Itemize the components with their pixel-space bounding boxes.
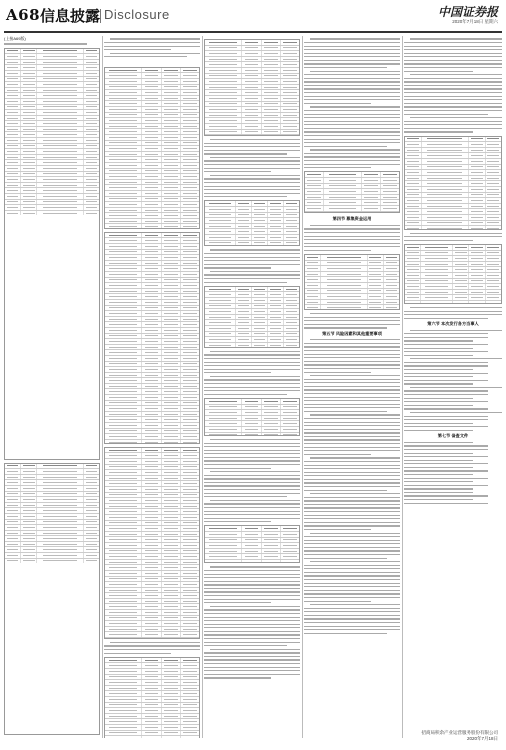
text-paragraph bbox=[404, 442, 502, 504]
text-paragraph bbox=[304, 225, 400, 251]
header-rule bbox=[4, 31, 502, 33]
text-paragraph bbox=[204, 351, 300, 395]
text-paragraph bbox=[304, 313, 400, 329]
table-balance-sheet bbox=[104, 67, 200, 229]
text-paragraph bbox=[404, 330, 502, 431]
text-paragraph bbox=[404, 307, 502, 319]
table-cash-summary bbox=[204, 525, 300, 563]
column-2 bbox=[104, 36, 200, 738]
text-paragraph bbox=[104, 38, 200, 57]
dateline: 2020年7月18日 星期六 bbox=[452, 19, 498, 24]
column-divider bbox=[202, 36, 203, 738]
table-equity-structure bbox=[4, 48, 100, 460]
company-name: 招商局积余产业运营服务股份有限公司 bbox=[421, 730, 498, 735]
section-heading-fund-use: 第四节 募集资金运用 bbox=[332, 216, 372, 222]
text-paragraph bbox=[304, 339, 400, 634]
section-heading-parties: 第六节 本次发行各方当事人 bbox=[427, 321, 479, 327]
section-heading-documents: 第七节 备查文件 bbox=[437, 433, 469, 439]
table-segment-revenue bbox=[204, 200, 300, 246]
table-continued bbox=[4, 463, 100, 735]
column-5 bbox=[404, 36, 502, 738]
text-paragraph bbox=[204, 566, 300, 678]
section-title-cn: 信息披露 bbox=[40, 7, 101, 25]
text-paragraph bbox=[204, 249, 300, 282]
text-paragraph bbox=[304, 38, 400, 168]
table-guarantee bbox=[404, 244, 502, 304]
table-cash-flow bbox=[104, 447, 200, 639]
text-paragraph bbox=[104, 642, 200, 654]
header-divider bbox=[100, 9, 101, 23]
continued-label: (上接A69版) bbox=[4, 36, 26, 41]
table-expenses bbox=[204, 398, 300, 436]
table-gross-margin bbox=[204, 286, 300, 348]
text-paragraph bbox=[404, 38, 502, 132]
column-1 bbox=[4, 36, 100, 738]
table-related-party bbox=[304, 171, 400, 213]
signature-date: 2020年7月18日 bbox=[466, 736, 498, 741]
page-header bbox=[0, 0, 506, 30]
column-divider bbox=[102, 36, 103, 738]
text-paragraph bbox=[204, 439, 300, 522]
text-paragraph bbox=[204, 139, 300, 197]
section-heading-risk-factors: 第五节 风险因素和其他重要事项 bbox=[322, 330, 382, 336]
column-divider bbox=[402, 36, 403, 738]
table-litigation bbox=[404, 136, 502, 230]
section-title-en: Disclosure bbox=[104, 7, 170, 22]
table-financial-indicators bbox=[104, 657, 200, 738]
table-cash-flow-continued bbox=[204, 39, 300, 136]
column-divider bbox=[302, 36, 303, 738]
page-number: A68 bbox=[6, 6, 41, 24]
text-line bbox=[4, 43, 87, 44]
column-3 bbox=[204, 36, 300, 738]
table-unit-caption bbox=[104, 60, 200, 64]
column-4 bbox=[304, 36, 400, 738]
signature-block bbox=[422, 730, 499, 742]
table-fund-use bbox=[304, 254, 400, 310]
newspaper-masthead: 中国证券报 bbox=[437, 5, 498, 19]
table-income-statement bbox=[104, 232, 200, 444]
text-paragraph bbox=[404, 233, 502, 241]
